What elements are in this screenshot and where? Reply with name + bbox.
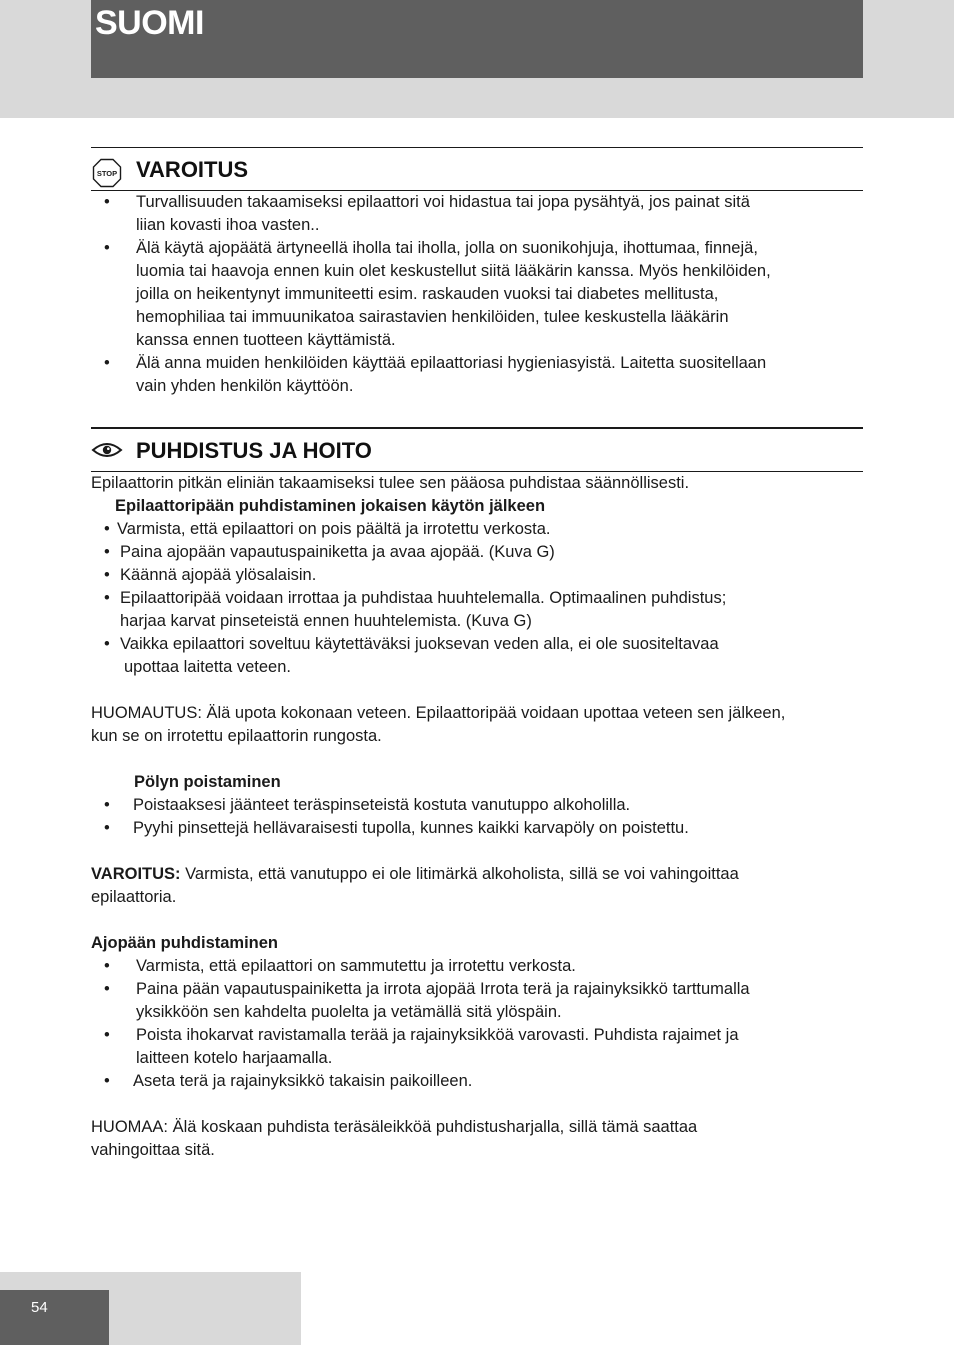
eye-icon	[91, 440, 123, 467]
list-item: • Vaikka epilaattori soveltuu käytettäväksi juoksevan veden alla, ei ole suositeltavaa	[104, 635, 719, 653]
cleaning-heading: PUHDISTUS JA HOITO	[136, 438, 372, 463]
list-item: • Poistaaksesi jäänteet teräspinseteistä kostuta vanutuppo alkoholilla.	[104, 796, 631, 814]
list-item-continuation: liian kovasti ihoa vasten..	[136, 216, 320, 234]
list-item: • Älä käytä ajopäätä ärtyneellä iholla tai iholla, jolla on suonikohjuja, ihottumaa, finnejä,	[104, 239, 758, 257]
language-title-bar	[91, 0, 863, 78]
warning-paragraph: VAROITUS: Varmista, että vanutuppo ei ole litimärkä alkoholista, sillä se voi vahingoittaa	[91, 865, 739, 883]
dust-removal-list	[91, 794, 863, 840]
list-item-continuation: yksikköön sen kahdelta puolelta ja vetämällä sitä ylöspäin.	[136, 1003, 562, 1021]
list-item: • Poista ihokarvat ravistamalla terää ja rajainyksikköä varovasti. Puhdista rajaimet ja	[104, 1026, 739, 1044]
subheading-dust-removal: Pölyn poistaminen	[134, 773, 281, 791]
page-number: 54	[31, 1299, 48, 1316]
list-item: • Käännä ajopää ylösalaisin.	[104, 566, 317, 584]
list-item: • Paina ajopään vapautuspainiketta ja avaa ajopää. (Kuva G)	[104, 543, 555, 561]
head-cleaning-list	[91, 518, 863, 679]
warning-paragraph-cont: epilaattoria.	[91, 888, 177, 906]
warning-list	[91, 191, 863, 398]
list-item: • Turvallisuuden takaamiseksi epilaattori voi hidastua tai jopa pysähtyä, jos painat sitä	[104, 193, 750, 211]
cleaning-heading-bar	[91, 427, 863, 472]
warning-heading: VAROITUS	[136, 157, 249, 182]
list-item: • Epilaattoripää voidaan irrottaa ja puhdistaa huuhtelemalla. Optimaalinen puhdistus;	[104, 589, 727, 607]
list-item: • Älä anna muiden henkilöiden käyttää epilaattoriasi hygieniasyistä. Laitetta suositellaan	[104, 354, 767, 372]
list-item: • Varmista, että epilaattori on pois päältä ja irrotettu verkosta.	[104, 520, 551, 538]
list-item-continuation: laitteen kotelo harjaamalla.	[136, 1049, 333, 1067]
language-title: SUOMI	[95, 4, 204, 42]
list-item-continuation: vain yhden henkilön käyttöön.	[136, 377, 354, 395]
subheading-head-cleaning-2: Ajopään puhdistaminen	[91, 934, 279, 952]
stop-icon	[92, 158, 122, 195]
svg-text:STOP: STOP	[96, 169, 118, 178]
warning-heading-bar	[91, 147, 863, 191]
page-content	[91, 147, 863, 1162]
list-item: • Paina pään vapautuspainiketta ja irrota ajopää Irrota terä ja rajainyksikkö tarttumalla	[104, 980, 750, 998]
shaver-head-list	[91, 955, 863, 1093]
list-item-continuation: luomia tai haavoja ennen kuin olet keskustellut siitä lääkärin kanssa. Myös henkilöiden,	[136, 262, 771, 280]
list-item-continuation: joilla on heikentynyt immuniteetti esim. raskauden vuoksi tai diabetes mellitusta,	[136, 285, 719, 303]
list-item: • Pyyhi pinsettejä hellävaraisesti tupolla, kunnes kaikki karvapöly on poistettu.	[104, 819, 689, 837]
list-item-continuation: hemophiliaa tai immuunikatoa sairastavien henkilöiden, tulee keskustella lääkärin	[136, 308, 729, 326]
list-item: • Varmista, että epilaattori on sammutettu ja irrotettu verkosta.	[104, 957, 576, 975]
list-item-continuation: kanssa ennen tuotteen käyttämistä.	[136, 331, 396, 349]
subheading-head-cleaning: Epilaattoripään puhdistaminen jokaisen käytön jälkeen	[115, 497, 546, 515]
warning-label: VAROITUS:	[91, 865, 181, 883]
list-item-continuation: upottaa laitetta veteen.	[124, 658, 291, 676]
note-paragraph: HUOMAUTUS: Älä upota kokonaan veteen. Epilaattoripää voidaan upottaa veteen sen jälkeen,	[91, 704, 786, 722]
list-item-continuation: harjaa karvat pinseteistä ennen huuhtelemista. (Kuva G)	[120, 612, 532, 630]
cleaning-intro: Epilaattorin pitkän eliniän takaamiseksi tulee sen pääosa puhdistaa säännöllisesti.	[91, 474, 690, 492]
page-number-box	[0, 1290, 109, 1345]
note-paragraph-cont: kun se on irrotettu epilaattorin rungosta.	[91, 727, 382, 745]
final-note-paragraph-cont: vahingoittaa sitä.	[91, 1141, 215, 1159]
list-item: • Aseta terä ja rajainyksikkö takaisin paikoilleen.	[104, 1072, 473, 1090]
final-note-paragraph: HUOMAA: Älä koskaan puhdista teräsäleikköä puhdistusharjalla, sillä tämä saattaa	[91, 1118, 698, 1136]
